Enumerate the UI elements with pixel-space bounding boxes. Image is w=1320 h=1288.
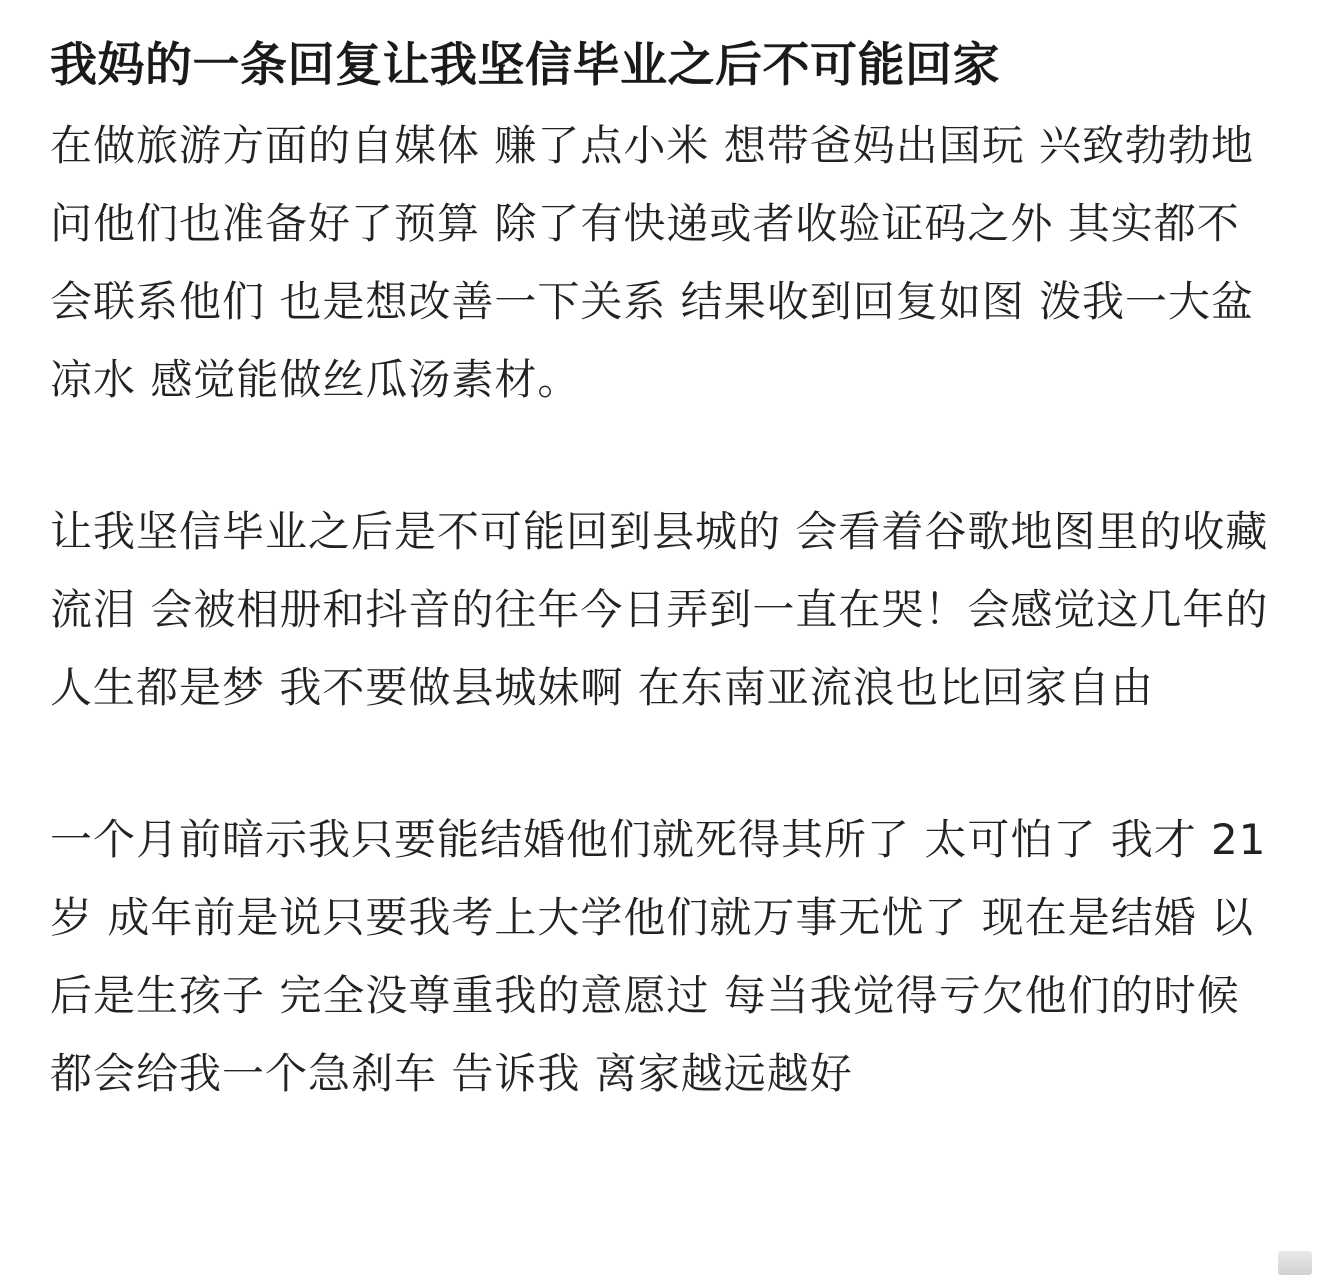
post-body <box>50 107 1280 1113</box>
post-paragraph-3: 一个月前暗示我只要能结婚他们就死得其所了 太可怕了 我才 21岁 成年前是说只要我考上大学他们就万事无忧了 现在是结婚 以后是生孩子 完全没尊重我的意愿过 每当我觉得亏欠他们的时候 都会给我一个急刹车 告诉我 离家越远越好 <box>50 815 1267 1098</box>
post-title: 我妈的一条回复让我坚信毕业之后不可能回家 <box>50 38 1000 93</box>
post-paragraph-1: 在做旅游方面的自媒体 赚了点小米 想带爸妈出国玩 兴致勃勃地问他们也准备好了预算 除了有快递或者收验证码之外 其实都不会联系他们 也是想改善一下关系 结果收到回复如图 泼我一大盆凉水 感觉能做丝瓜汤素材。 <box>50 121 1255 404</box>
watermark <box>1274 1248 1312 1278</box>
post-paragraph-2: 让我坚信毕业之后是不可能回到县城的 会看着谷歌地图里的收藏流泪 会被相册和抖音的往年今日弄到一直在哭！会感觉这几年的人生都是梦 我不要做县城妹啊 在东南亚流浪也比回家自由 <box>50 507 1269 712</box>
post-container <box>50 30 1280 1113</box>
watermark-logo-icon <box>1278 1251 1312 1275</box>
